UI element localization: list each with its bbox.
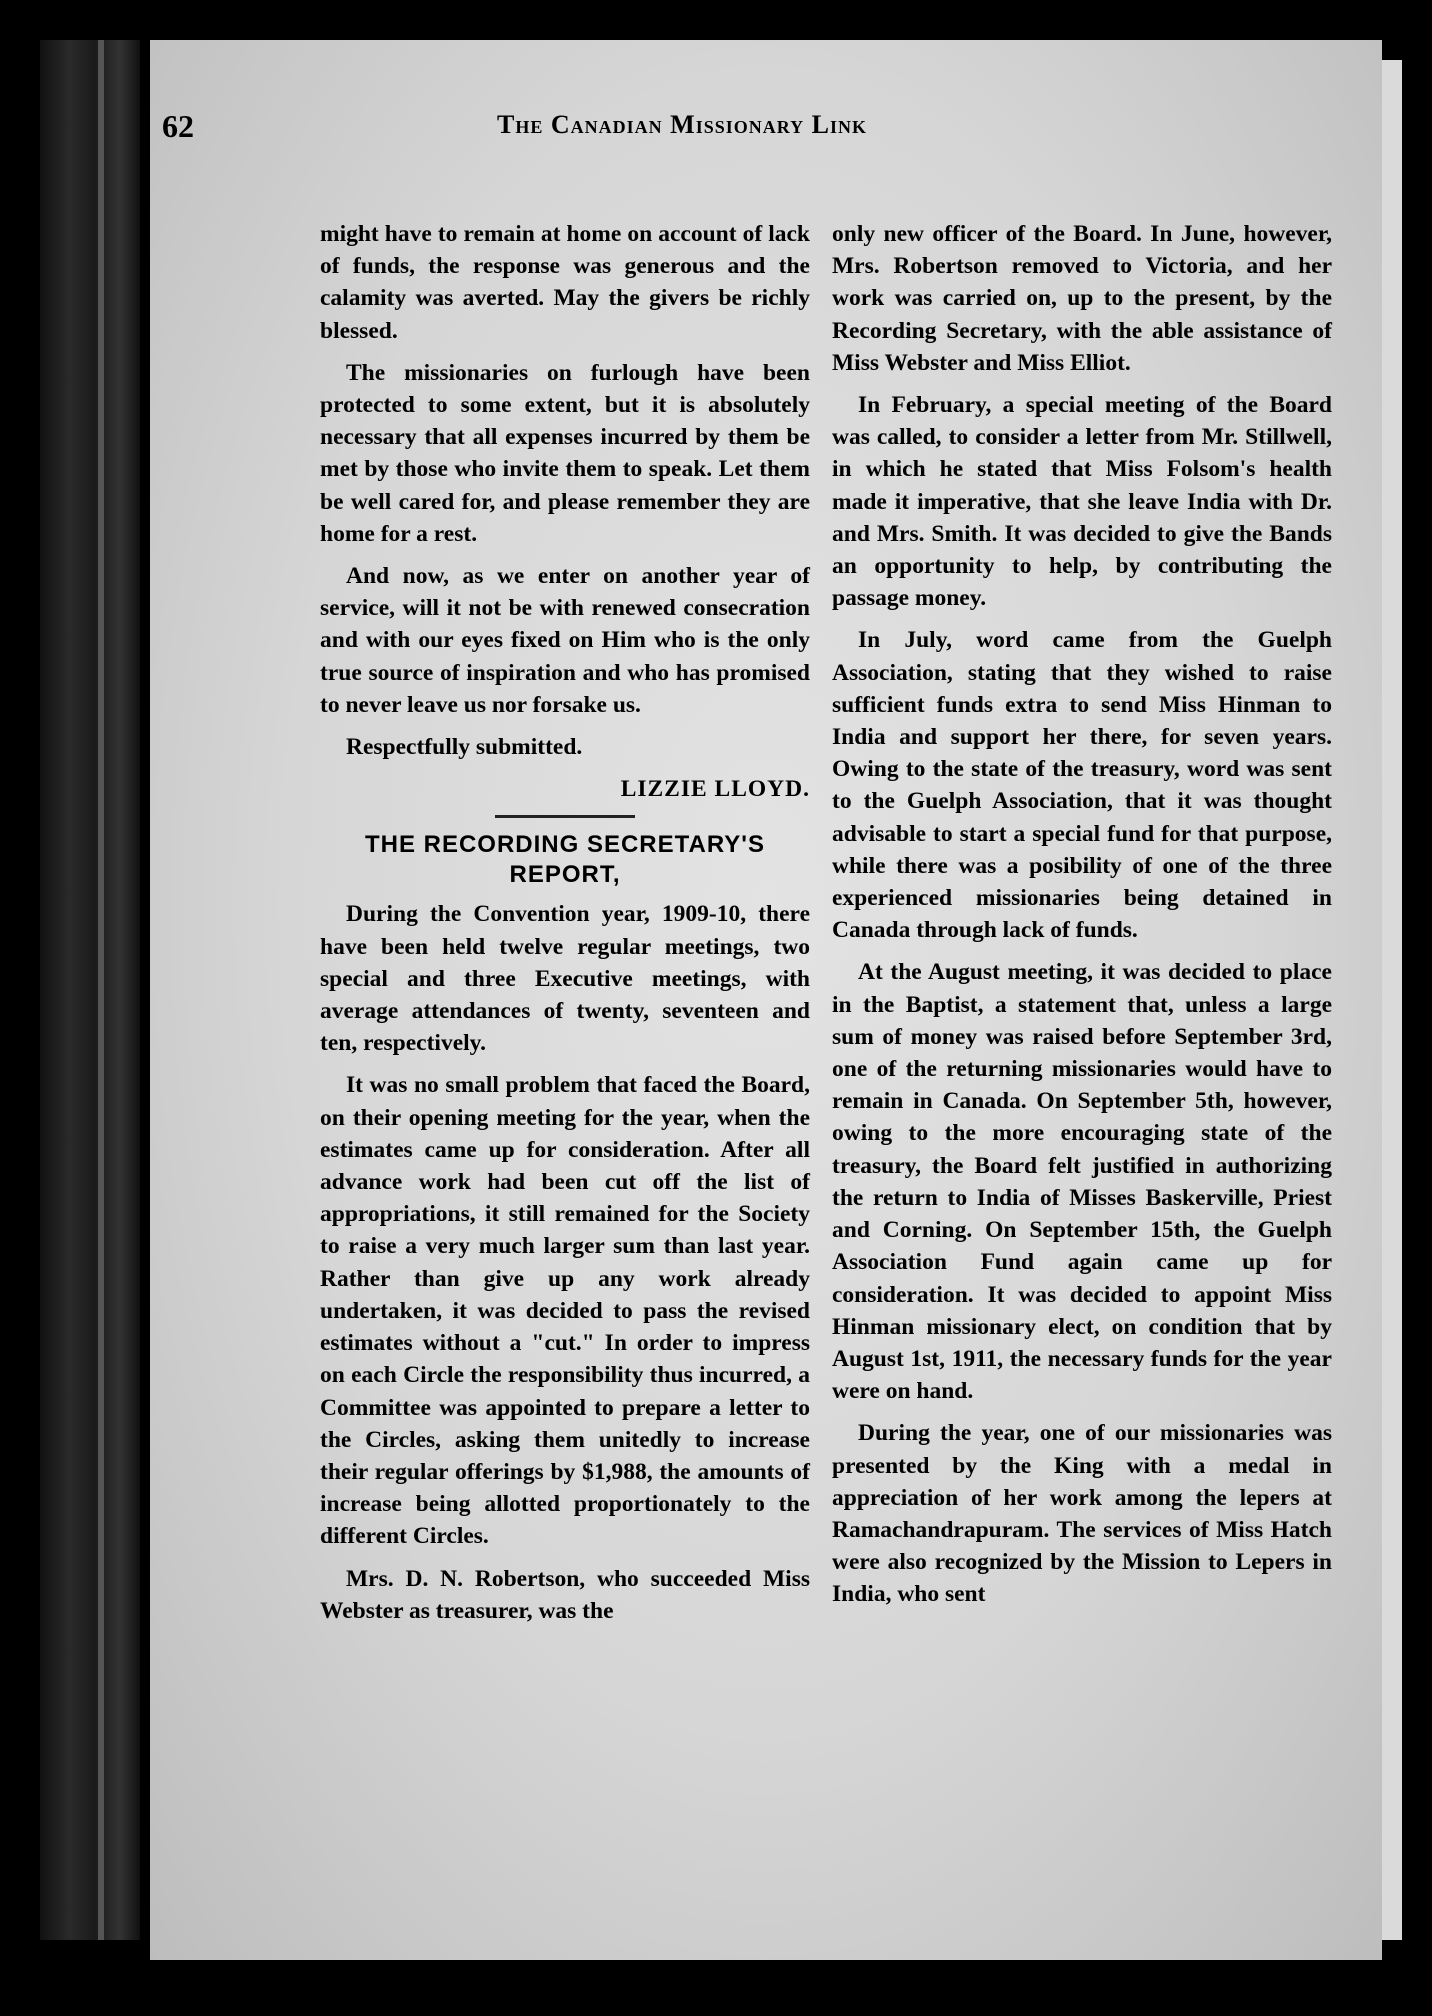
page-number: 62	[162, 108, 194, 144]
signature: LIZZIE LLOYD.	[620, 776, 810, 803]
paragraph: Mrs. D. N. Robertson, who succeeded Miss Webster as treasurer, was the	[320, 1565, 810, 1624]
section-divider	[495, 815, 635, 818]
book-binding	[40, 40, 140, 1940]
left-column	[320, 218, 810, 1637]
paragraph: In February, a special meeting of the Board was called, to consider a letter from Mr. Stillwell, in which he stated that Miss Folsom's health made it imperative, that she leave India with Dr. and Mrs. Smith. It was decided to give the Bands an opportunity to help, by contributing the passage money.	[832, 392, 1332, 612]
paragraph: It was no small problem that faced the Board, on their opening meeting for the year, when the estimates came up for consideration. After all advance work had been cut off the list of appropriations, it still remained for the Society to raise a very much larger sum than last year. Rather than give up any work already undertaken, it was decided to pass the revised estimates without a "cut." In order to impress on each Circle the responsibility thus incurred, a Committee was appointed to prepare a letter to the Circles, asking them unitedly to increase their regular offerings by $1,988, the amounts of increase being allotted proportionately to the different Circles.	[320, 1072, 810, 1550]
paragraph: might have to remain at home on account of lack of funds, the response was generous and the calamity was averted. May the givers be richly blessed.	[320, 221, 810, 344]
paragraph: At the August meeting, it was decided to place in the Baptist, a statement that, unless a large sum of money was raised before September 3rd, one of the returning missionaries would have to remain in Canada. On September 5th, however, owing to the more encouraging state of the treasury, the Board felt justified in authorizing the return to India of Misses Baskerville, Priest and Corning. On September 15th, the Guelph Association Fund again came up for consideration. It was decided to appoint Miss Hinman missionary elect, on condition that by August 1st, 1911, the necessary funds for the year were on hand.	[832, 959, 1332, 1405]
next-page-edge	[1382, 60, 1402, 1940]
running-title: The Canadian Missionary Link	[497, 110, 867, 139]
page-header	[162, 108, 1062, 148]
right-column	[832, 218, 1332, 1621]
paragraph: only new officer of the Board. In June, however, Mrs. Robertson removed to Victoria, and her work was carried on, up to the present, by the Recording Secretary, with the able assistance of Miss Webster and Miss Elliot.	[832, 221, 1332, 376]
paragraph: The missionaries on furlough have been protected to some extent, but it is absolutely necessary that all expenses incurred by them be met by those who invite them to speak. Let them be well cared for, and please remember they are home for a rest.	[320, 359, 810, 547]
closing-line: Respectfully submitted.	[346, 734, 583, 761]
paragraph: In July, word came from the Guelph Association, stating that they wished to raise sufficient funds extra to send Miss Hinman to India and support her there, for seven years. Owing to the state of the treasury, word was sent to the Guelph Association, that it was thought advisable to start a special fund for that purpose, while there was a posibility of one of the three experienced missionaries being detained in Canada through lack of funds.	[832, 627, 1332, 944]
spine-edge	[98, 40, 104, 1940]
paragraph: And now, as we enter on another year of service, will it not be with renewed consecration and with our eyes fixed on Him who is the only true source of inspiration and who has promised to never leave us nor forsake us.	[320, 563, 810, 718]
section-heading: THE RECORDING SECRETARY'S REPORT,	[364, 831, 766, 889]
paragraph: During the year, one of our missionaries was presented by the King with a medal in appreciation of her work among the lepers at Ramachandrapuram. The services of Miss Hatch were also recognized by the Mission to Lepers in India, who sent	[832, 1420, 1332, 1608]
paragraph: During the Convention year, 1909-10, there have been held twelve regular meetings, two special and three Executive meetings, with average attendances of twenty, seventeen and ten, respectively.	[320, 901, 810, 1057]
